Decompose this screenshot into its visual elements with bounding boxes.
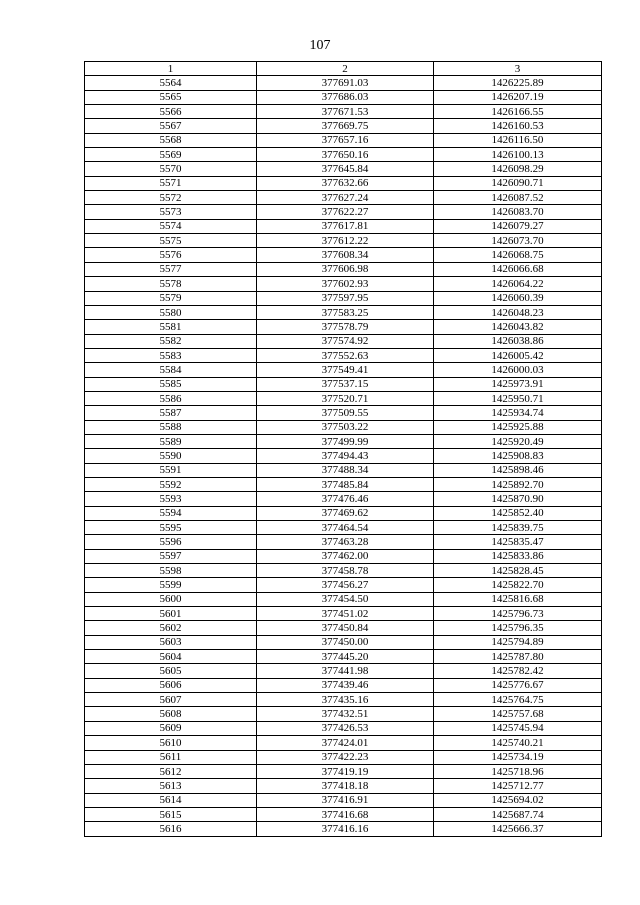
x-coordinate-cell: 377445.20 xyxy=(257,650,434,664)
point-number-cell: 5603 xyxy=(85,635,257,649)
y-coordinate-cell: 1425764.75 xyxy=(434,693,602,707)
column-header-2: 2 xyxy=(257,62,434,76)
x-coordinate-cell: 377509.55 xyxy=(257,406,434,420)
table-row xyxy=(85,693,602,707)
x-coordinate-cell: 377602.93 xyxy=(257,277,434,291)
point-number-cell: 5592 xyxy=(85,477,257,491)
point-number-cell: 5595 xyxy=(85,521,257,535)
y-coordinate-cell: 1425828.45 xyxy=(434,564,602,578)
x-coordinate-cell: 377418.18 xyxy=(257,779,434,793)
point-number-cell: 5573 xyxy=(85,205,257,219)
table-row xyxy=(85,807,602,821)
x-coordinate-cell: 377578.79 xyxy=(257,320,434,334)
point-number-cell: 5610 xyxy=(85,736,257,750)
x-coordinate-cell: 377435.16 xyxy=(257,693,434,707)
table-row xyxy=(85,234,602,248)
y-coordinate-cell: 1426073.70 xyxy=(434,234,602,248)
table-row xyxy=(85,148,602,162)
x-coordinate-cell: 377650.16 xyxy=(257,148,434,162)
y-coordinate-cell: 1426000.03 xyxy=(434,363,602,377)
table-header-row xyxy=(85,62,602,76)
point-number-cell: 5580 xyxy=(85,305,257,319)
point-number-cell: 5566 xyxy=(85,105,257,119)
y-coordinate-cell: 1426068.75 xyxy=(434,248,602,262)
point-number-cell: 5588 xyxy=(85,420,257,434)
y-coordinate-cell: 1425745.94 xyxy=(434,721,602,735)
point-number-cell: 5587 xyxy=(85,406,257,420)
table-row xyxy=(85,521,602,535)
x-coordinate-cell: 377499.99 xyxy=(257,434,434,448)
x-coordinate-cell: 377669.75 xyxy=(257,119,434,133)
y-coordinate-cell: 1425666.37 xyxy=(434,822,602,836)
table-row xyxy=(85,277,602,291)
point-number-cell: 5615 xyxy=(85,807,257,821)
point-number-cell: 5584 xyxy=(85,363,257,377)
point-number-cell: 5594 xyxy=(85,506,257,520)
x-coordinate-cell: 377552.63 xyxy=(257,348,434,362)
y-coordinate-cell: 1425787.80 xyxy=(434,650,602,664)
x-coordinate-cell: 377622.27 xyxy=(257,205,434,219)
table-row xyxy=(85,779,602,793)
table-row xyxy=(85,334,602,348)
point-number-cell: 5564 xyxy=(85,76,257,90)
x-coordinate-cell: 377450.00 xyxy=(257,635,434,649)
y-coordinate-cell: 1425892.70 xyxy=(434,477,602,491)
point-number-cell: 5590 xyxy=(85,449,257,463)
table-row xyxy=(85,76,602,90)
x-coordinate-cell: 377485.84 xyxy=(257,477,434,491)
table-row xyxy=(85,119,602,133)
x-coordinate-cell: 377632.66 xyxy=(257,176,434,190)
y-coordinate-cell: 1425694.02 xyxy=(434,793,602,807)
x-coordinate-cell: 377671.53 xyxy=(257,105,434,119)
point-number-cell: 5583 xyxy=(85,348,257,362)
column-header-3: 3 xyxy=(434,62,602,76)
table-row xyxy=(85,664,602,678)
x-coordinate-cell: 377574.92 xyxy=(257,334,434,348)
point-number-cell: 5572 xyxy=(85,191,257,205)
y-coordinate-cell: 1426043.82 xyxy=(434,320,602,334)
table-row xyxy=(85,434,602,448)
y-coordinate-cell: 1426166.55 xyxy=(434,105,602,119)
table-row xyxy=(85,650,602,664)
point-number-cell: 5591 xyxy=(85,463,257,477)
x-coordinate-cell: 377476.46 xyxy=(257,492,434,506)
table-row xyxy=(85,449,602,463)
point-number-cell: 5606 xyxy=(85,678,257,692)
table-row xyxy=(85,291,602,305)
point-number-cell: 5578 xyxy=(85,277,257,291)
y-coordinate-cell: 1425833.86 xyxy=(434,549,602,563)
table-row xyxy=(85,219,602,233)
y-coordinate-cell: 1426116.50 xyxy=(434,133,602,147)
point-number-cell: 5585 xyxy=(85,377,257,391)
point-number-cell: 5614 xyxy=(85,793,257,807)
x-coordinate-cell: 377627.24 xyxy=(257,191,434,205)
x-coordinate-cell: 377691.03 xyxy=(257,76,434,90)
x-coordinate-cell: 377549.41 xyxy=(257,363,434,377)
point-number-cell: 5607 xyxy=(85,693,257,707)
table-row xyxy=(85,506,602,520)
x-coordinate-cell: 377488.34 xyxy=(257,463,434,477)
y-coordinate-cell: 1426098.29 xyxy=(434,162,602,176)
y-coordinate-cell: 1426100.13 xyxy=(434,148,602,162)
y-coordinate-cell: 1425816.68 xyxy=(434,592,602,606)
point-number-cell: 5565 xyxy=(85,90,257,104)
table-row xyxy=(85,750,602,764)
point-number-cell: 5577 xyxy=(85,262,257,276)
point-number-cell: 5581 xyxy=(85,320,257,334)
y-coordinate-cell: 1425776.67 xyxy=(434,678,602,692)
x-coordinate-cell: 377432.51 xyxy=(257,707,434,721)
x-coordinate-cell: 377686.03 xyxy=(257,90,434,104)
y-coordinate-cell: 1426207.19 xyxy=(434,90,602,104)
y-coordinate-cell: 1426160.53 xyxy=(434,119,602,133)
table-row xyxy=(85,463,602,477)
x-coordinate-cell: 377464.54 xyxy=(257,521,434,535)
y-coordinate-cell: 1426083.70 xyxy=(434,205,602,219)
x-coordinate-cell: 377426.53 xyxy=(257,721,434,735)
x-coordinate-cell: 377657.16 xyxy=(257,133,434,147)
point-number-cell: 5608 xyxy=(85,707,257,721)
x-coordinate-cell: 377617.81 xyxy=(257,219,434,233)
point-number-cell: 5599 xyxy=(85,578,257,592)
y-coordinate-cell: 1425852.40 xyxy=(434,506,602,520)
x-coordinate-cell: 377450.84 xyxy=(257,621,434,635)
y-coordinate-cell: 1425822.70 xyxy=(434,578,602,592)
table-row xyxy=(85,477,602,491)
point-number-cell: 5579 xyxy=(85,291,257,305)
table-row xyxy=(85,262,602,276)
x-coordinate-cell: 377537.15 xyxy=(257,377,434,391)
table-row xyxy=(85,133,602,147)
y-coordinate-cell: 1426066.68 xyxy=(434,262,602,276)
table-row xyxy=(85,320,602,334)
y-coordinate-cell: 1426090.71 xyxy=(434,176,602,190)
y-coordinate-cell: 1426225.89 xyxy=(434,76,602,90)
x-coordinate-cell: 377416.16 xyxy=(257,822,434,836)
y-coordinate-cell: 1425839.75 xyxy=(434,521,602,535)
table-row xyxy=(85,90,602,104)
y-coordinate-cell: 1425794.89 xyxy=(434,635,602,649)
point-number-cell: 5600 xyxy=(85,592,257,606)
x-coordinate-cell: 377456.27 xyxy=(257,578,434,592)
point-number-cell: 5598 xyxy=(85,564,257,578)
point-number-cell: 5612 xyxy=(85,764,257,778)
coordinates-table xyxy=(84,61,602,837)
x-coordinate-cell: 377451.02 xyxy=(257,607,434,621)
page-number: 107 xyxy=(309,38,331,53)
table-row xyxy=(85,176,602,190)
x-coordinate-cell: 377612.22 xyxy=(257,234,434,248)
point-number-cell: 5601 xyxy=(85,607,257,621)
y-coordinate-cell: 1425925.88 xyxy=(434,420,602,434)
x-coordinate-cell: 377520.71 xyxy=(257,391,434,405)
point-number-cell: 5604 xyxy=(85,650,257,664)
table-row xyxy=(85,621,602,635)
y-coordinate-cell: 1426005.42 xyxy=(434,348,602,362)
x-coordinate-cell: 377458.78 xyxy=(257,564,434,578)
point-number-cell: 5589 xyxy=(85,434,257,448)
point-number-cell: 5586 xyxy=(85,391,257,405)
table-row xyxy=(85,305,602,319)
x-coordinate-cell: 377439.46 xyxy=(257,678,434,692)
x-coordinate-cell: 377462.00 xyxy=(257,549,434,563)
table-row xyxy=(85,578,602,592)
point-number-cell: 5609 xyxy=(85,721,257,735)
point-number-cell: 5602 xyxy=(85,621,257,635)
table-row xyxy=(85,564,602,578)
x-coordinate-cell: 377645.84 xyxy=(257,162,434,176)
table-row xyxy=(85,162,602,176)
y-coordinate-cell: 1425835.47 xyxy=(434,535,602,549)
x-coordinate-cell: 377597.95 xyxy=(257,291,434,305)
table-row xyxy=(85,492,602,506)
table-row xyxy=(85,607,602,621)
y-coordinate-cell: 1426038.86 xyxy=(434,334,602,348)
table-row xyxy=(85,205,602,219)
table-row xyxy=(85,348,602,362)
point-number-cell: 5613 xyxy=(85,779,257,793)
y-coordinate-cell: 1425950.71 xyxy=(434,391,602,405)
x-coordinate-cell: 377503.22 xyxy=(257,420,434,434)
y-coordinate-cell: 1425973.91 xyxy=(434,377,602,391)
y-coordinate-cell: 1425920.49 xyxy=(434,434,602,448)
point-number-cell: 5582 xyxy=(85,334,257,348)
point-number-cell: 5568 xyxy=(85,133,257,147)
table-row xyxy=(85,248,602,262)
point-number-cell: 5570 xyxy=(85,162,257,176)
x-coordinate-cell: 377608.34 xyxy=(257,248,434,262)
point-number-cell: 5567 xyxy=(85,119,257,133)
table-row xyxy=(85,592,602,606)
point-number-cell: 5574 xyxy=(85,219,257,233)
y-coordinate-cell: 1425718.96 xyxy=(434,764,602,778)
point-number-cell: 5596 xyxy=(85,535,257,549)
point-number-cell: 5569 xyxy=(85,148,257,162)
table-row xyxy=(85,764,602,778)
y-coordinate-cell: 1425934.74 xyxy=(434,406,602,420)
table-row xyxy=(85,707,602,721)
point-number-cell: 5611 xyxy=(85,750,257,764)
table-row xyxy=(85,736,602,750)
table-row xyxy=(85,363,602,377)
y-coordinate-cell: 1426048.23 xyxy=(434,305,602,319)
y-coordinate-cell: 1425796.35 xyxy=(434,621,602,635)
x-coordinate-cell: 377419.19 xyxy=(257,764,434,778)
y-coordinate-cell: 1425757.68 xyxy=(434,707,602,721)
y-coordinate-cell: 1425712.77 xyxy=(434,779,602,793)
y-coordinate-cell: 1425908.83 xyxy=(434,449,602,463)
x-coordinate-cell: 377416.91 xyxy=(257,793,434,807)
table-row xyxy=(85,721,602,735)
x-coordinate-cell: 377583.25 xyxy=(257,305,434,319)
table-row xyxy=(85,377,602,391)
y-coordinate-cell: 1425870.90 xyxy=(434,492,602,506)
x-coordinate-cell: 377606.98 xyxy=(257,262,434,276)
y-coordinate-cell: 1426079.27 xyxy=(434,219,602,233)
point-number-cell: 5575 xyxy=(85,234,257,248)
x-coordinate-cell: 377424.01 xyxy=(257,736,434,750)
point-number-cell: 5597 xyxy=(85,549,257,563)
point-number-cell: 5593 xyxy=(85,492,257,506)
point-number-cell: 5605 xyxy=(85,664,257,678)
y-coordinate-cell: 1425796.73 xyxy=(434,607,602,621)
y-coordinate-cell: 1426087.52 xyxy=(434,191,602,205)
x-coordinate-cell: 377494.43 xyxy=(257,449,434,463)
table-row xyxy=(85,191,602,205)
table-row xyxy=(85,793,602,807)
table-row xyxy=(85,391,602,405)
table-row xyxy=(85,822,602,836)
x-coordinate-cell: 377469.62 xyxy=(257,506,434,520)
table-row xyxy=(85,635,602,649)
table-row xyxy=(85,535,602,549)
point-number-cell: 5576 xyxy=(85,248,257,262)
y-coordinate-cell: 1425898.46 xyxy=(434,463,602,477)
table-row xyxy=(85,420,602,434)
y-coordinate-cell: 1426060.39 xyxy=(434,291,602,305)
point-number-cell: 5616 xyxy=(85,822,257,836)
table-row xyxy=(85,406,602,420)
y-coordinate-cell: 1426064.22 xyxy=(434,277,602,291)
y-coordinate-cell: 1425734.19 xyxy=(434,750,602,764)
column-header-1: 1 xyxy=(85,62,257,76)
point-number-cell: 5571 xyxy=(85,176,257,190)
x-coordinate-cell: 377416.68 xyxy=(257,807,434,821)
table-row xyxy=(85,105,602,119)
y-coordinate-cell: 1425782.42 xyxy=(434,664,602,678)
table-row xyxy=(85,678,602,692)
y-coordinate-cell: 1425740.21 xyxy=(434,736,602,750)
x-coordinate-cell: 377463.28 xyxy=(257,535,434,549)
x-coordinate-cell: 377441.98 xyxy=(257,664,434,678)
y-coordinate-cell: 1425687.74 xyxy=(434,807,602,821)
x-coordinate-cell: 377454.50 xyxy=(257,592,434,606)
table-row xyxy=(85,549,602,563)
x-coordinate-cell: 377422.23 xyxy=(257,750,434,764)
table-body xyxy=(85,76,602,836)
